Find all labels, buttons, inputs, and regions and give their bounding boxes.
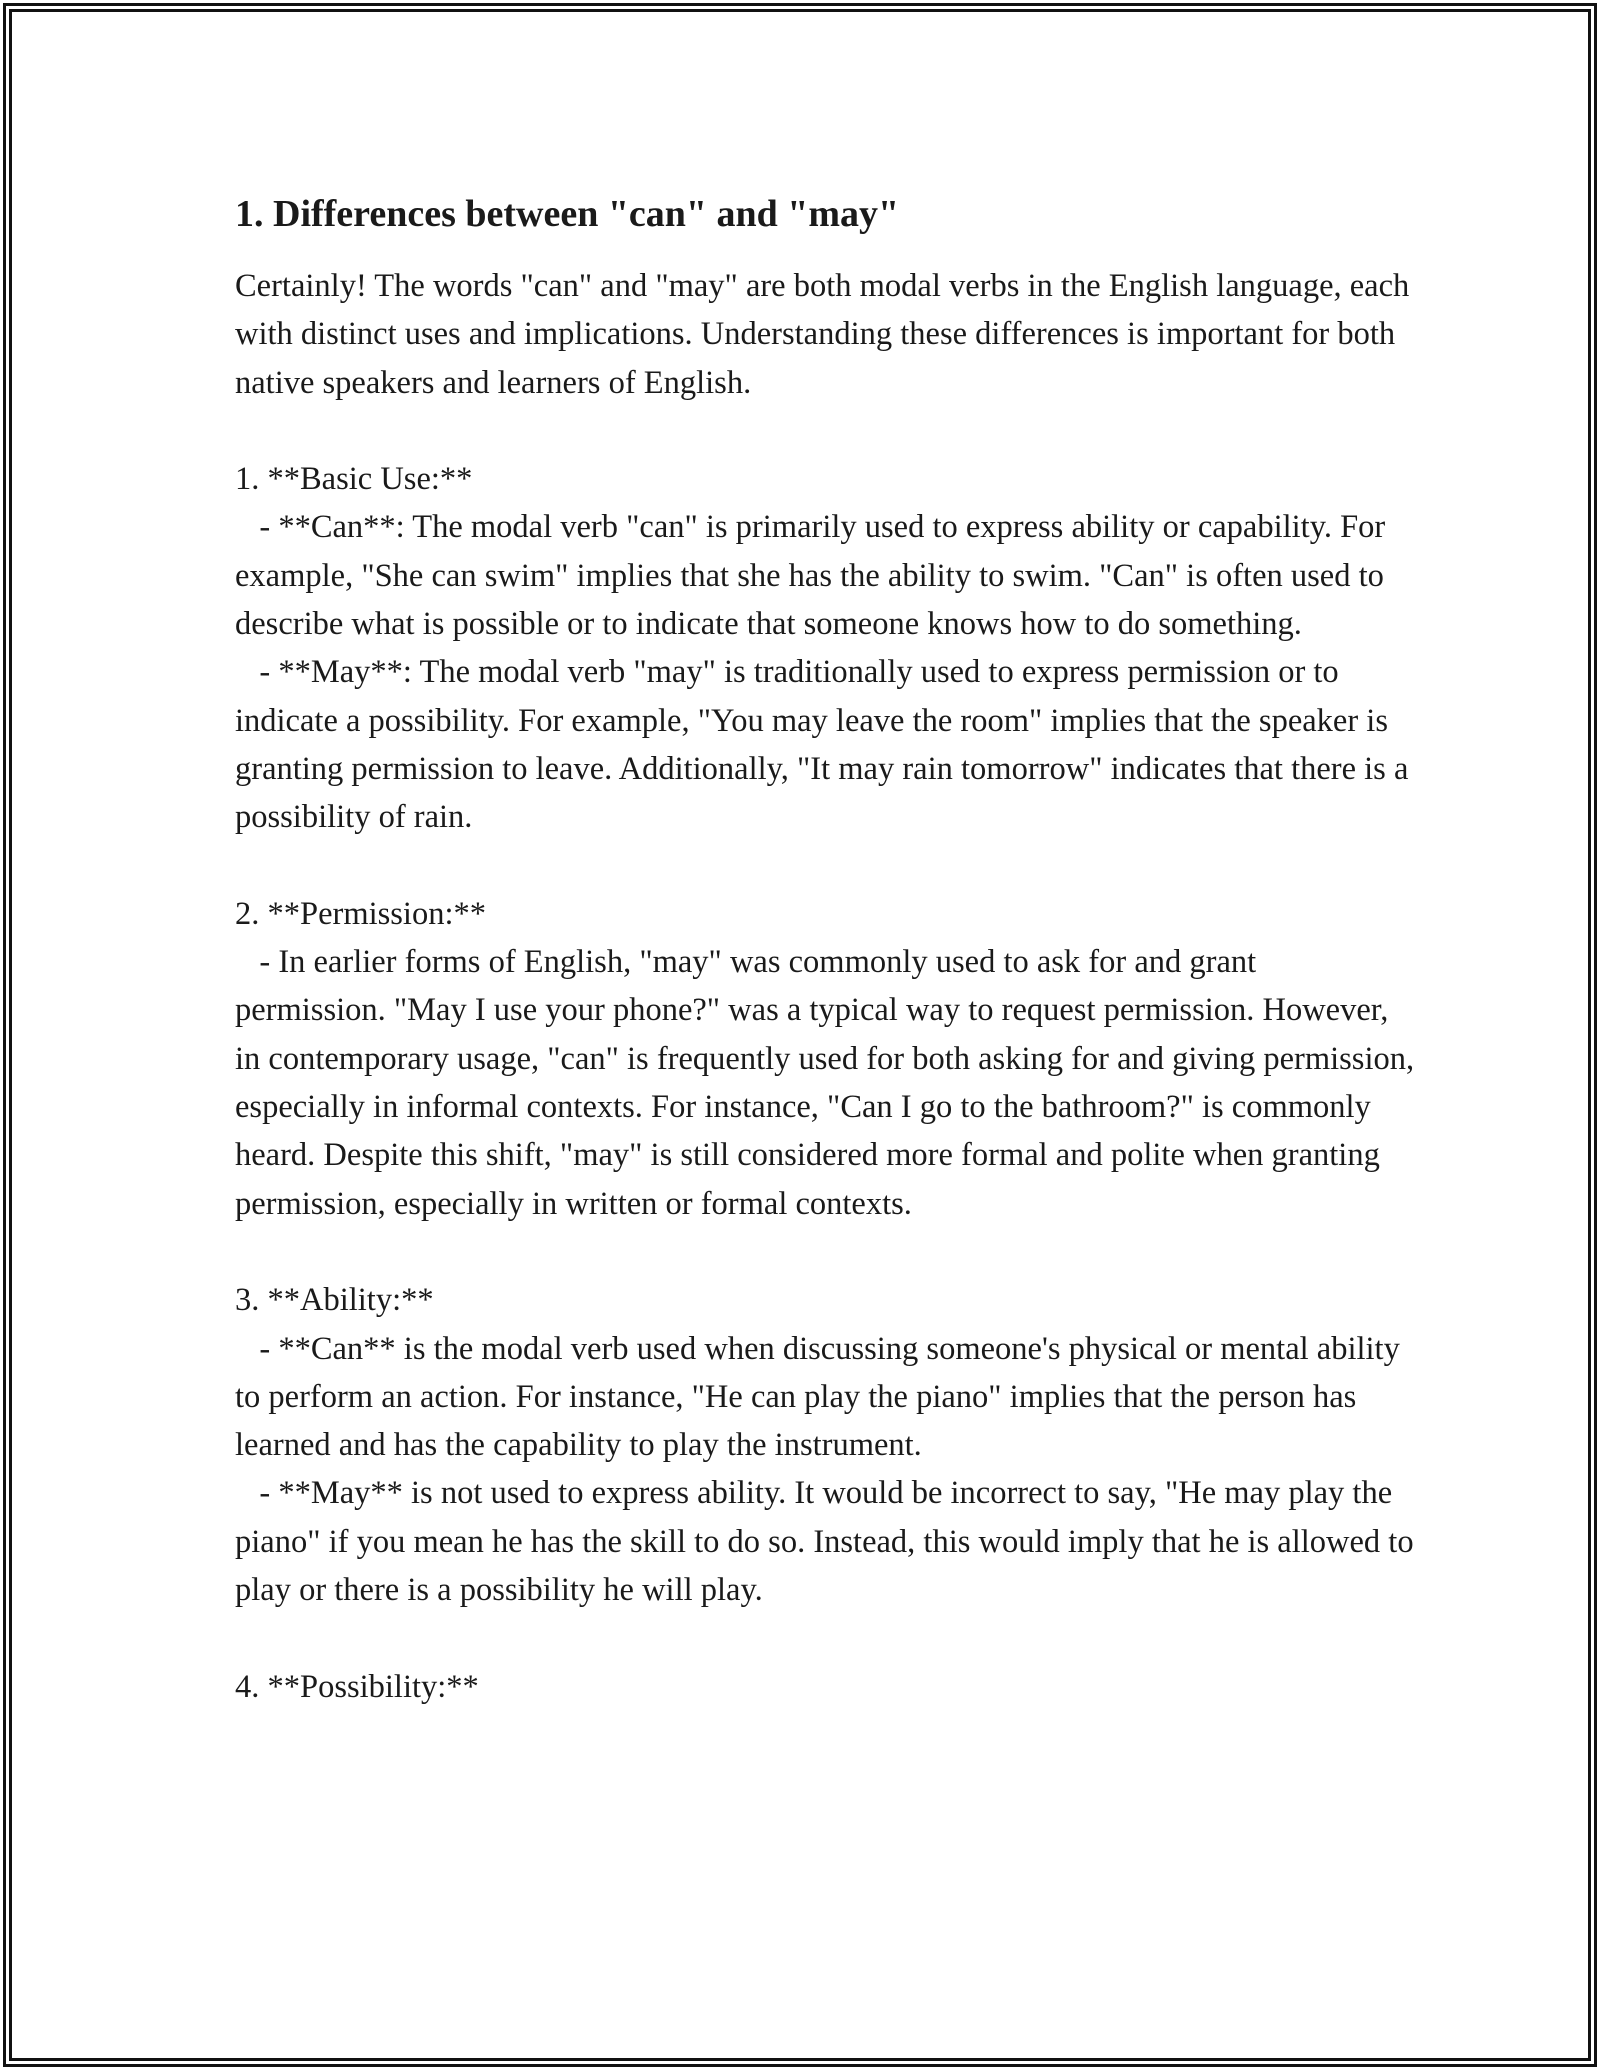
paragraph-gap: [235, 1614, 1415, 1662]
section-ability: [235, 1276, 1422, 1614]
section-item: - **Can**: The modal verb "can" is primarily used to express ability or capability. For example, "She can swim" implies that she has the ability to swim. "Can" is often used to describe what is possible or to indicate that someone knows how to do something.: [235, 509, 1394, 643]
section-possibility: [235, 1663, 1415, 1711]
document-title: 1. Differences between "can" and "may": [235, 193, 900, 235]
section-heading: 4. **Possibility:**: [235, 1668, 479, 1705]
paragraph-gap: [235, 842, 1415, 890]
intro-paragraph: Certainly! The words "can" and "may" are both modal verbs in the English language, each with distinct uses and implications. Understanding these differences is important for both native speakers and learners of English.: [235, 268, 1418, 401]
section-permission: [235, 890, 1423, 1228]
paragraph-gap: [235, 407, 1415, 455]
document-body: [235, 186, 1423, 1711]
section-item: - **Can** is the modal verb used when discussing someone's physical or mental ability to perform an action. For instance, "He can play the piano" implies that the person has learned and has the capability to play the instrument.: [235, 1330, 1408, 1464]
section-heading: 3. **Ability:**: [235, 1282, 434, 1319]
section-item: - **May** is not used to express ability. It would be incorrect to say, "He may play the piano" if you mean he has the skill to do so. Instead, this would imply that he is allowed to play or there is a possibility he will play.: [235, 1475, 1422, 1609]
section-basic-use: [235, 455, 1415, 841]
paragraph-gap: [235, 1228, 1415, 1276]
section-heading: 1. **Basic Use:**: [235, 461, 473, 498]
section-item: - **May**: The modal verb "may" is traditionally used to express permission or to indicate a possibility. For example, "You may leave the room" implies that the speaker is granting permission to leave. Additionally, "It may rain tomorrow" indicates that there is a possibility of rain.: [235, 654, 1417, 836]
section-item: - In earlier forms of English, "may" was commonly used to ask for and grant permission. "May I use your phone?" was a typical way to request permission. However, in contemporary usage, "can" is frequently used for both asking for and giving permission, especially in informal contexts. For instance, "Can I go to the bathroom?" is commonly heard. Despite this shift, "may" is still considered more formal and polite when granting permission, especially in written or formal contexts.: [235, 944, 1423, 1222]
section-heading: 2. **Permission:**: [235, 895, 486, 932]
